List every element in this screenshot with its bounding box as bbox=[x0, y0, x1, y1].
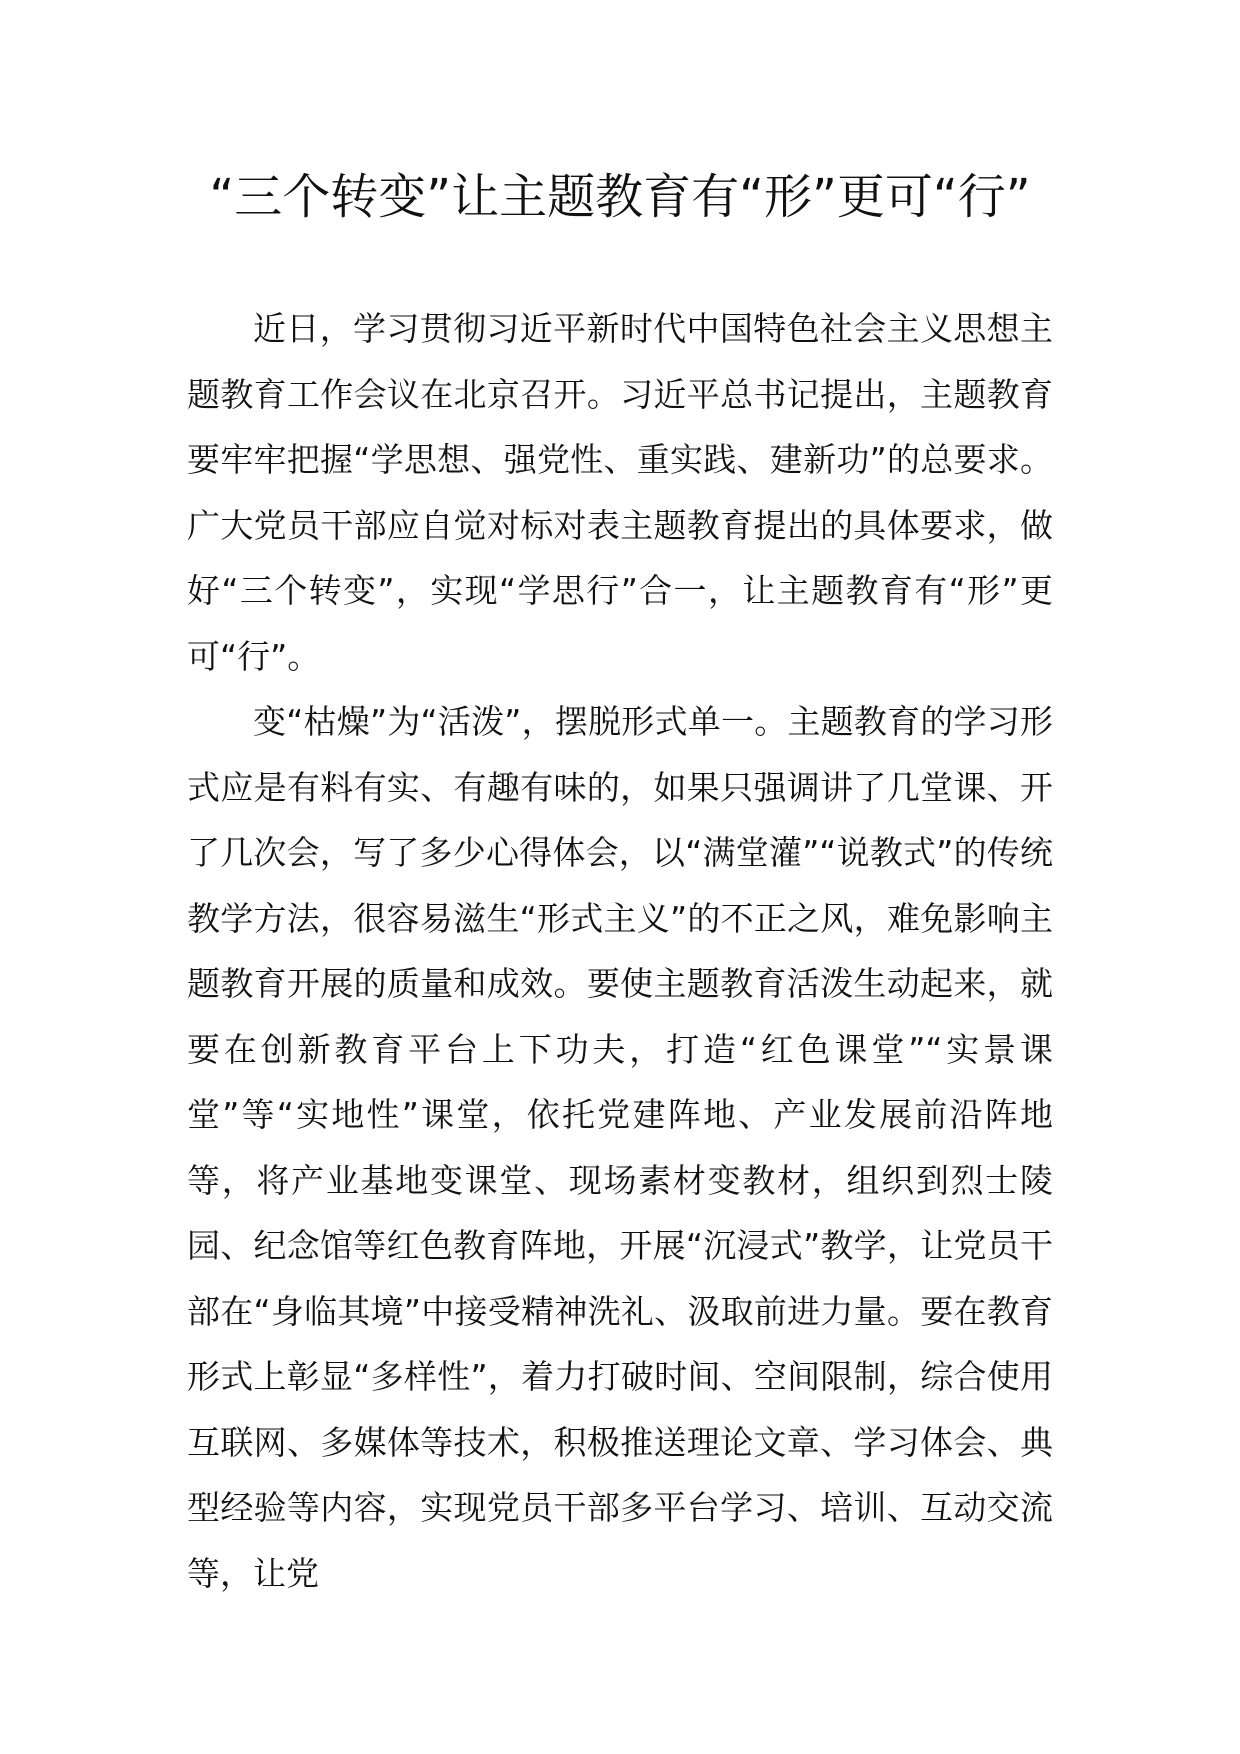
document-body bbox=[187, 296, 1053, 1606]
paragraph-transform-one: 变“枯燥”为“活泼”，摆脱形式单一。主题教育的学习形式应是有料有实、有趣有味的，如果只强调讲了几堂课、开了几次会，写了多少心得体会，以“满堂灌”“说教式”的传统教学方法，很容易滋生“形式主义”的不正之风，难免影响主题教育开展的质量和成效。要使主题教育活泼生动起来，就要在创新教育平台上下功夫，打造“红色课堂”“实景课堂”等“实地性”课堂，依托党建阵地、产业发展前沿阵地等，将产业基地变课堂、现场素材变教材，组织到烈士陵园、纪念馆等红色教育阵地，开展“沉浸式”教学，让党员干部在“身临其境”中接受精神洗礼、汲取前进力量。要在教育形式上彰显“多样性”，着力打破时间、空间限制，综合使用互联网、多媒体等技术，积极推送理论文章、学习体会、典型经验等内容，实现党员干部多平台学习、培训、互动交流等，让党 bbox=[187, 702, 1053, 1593]
paragraph-intro: 近日，学习贯彻习近平新时代中国特色社会主义思想主题教育工作会议在北京召开。习近平总书记提出，主题教育要牢牢把握“学思想、强党性、重实践、建新功”的总要求。广大党员干部应自觉对标对表主题教育提出的具体要求，做好“三个转变”，实现“学思行”合一，让主题教育有“形”更可“行”。 bbox=[187, 309, 1053, 676]
document-title: “三个转变”让主题教育有“形”更可“行” bbox=[209, 169, 1031, 225]
